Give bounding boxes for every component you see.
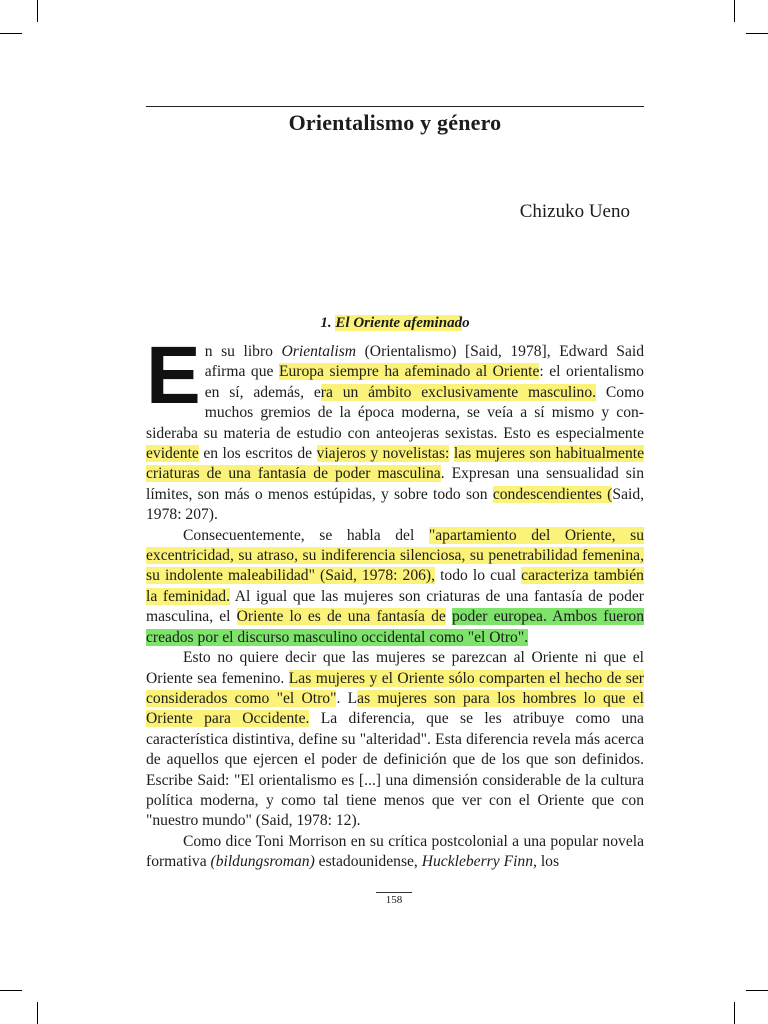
text-run: en los escritos de	[198, 445, 317, 463]
paragraph-4	[146, 832, 644, 873]
crop-mark	[37, 0, 38, 22]
text-run: los	[536, 853, 560, 871]
text-run: Said, 1978: 207).	[146, 485, 645, 524]
crop-mark	[746, 33, 768, 34]
title-rule	[146, 106, 644, 107]
author-name: Chizuko Ueno	[519, 201, 630, 222]
highlight-green: . Ambos fueron creados por el discurso masculino occidental como "el Otro".	[146, 608, 644, 646]
highlight-yellow: ra un ámbito exclusivamente masculino.	[320, 383, 597, 401]
highlight-green: poder europea	[451, 608, 543, 626]
crop-mark	[0, 33, 22, 34]
highlight-yellow: viajeros y novelistas:	[316, 445, 450, 463]
highlight-yellow: caracteriza también la feminidad.	[146, 567, 644, 605]
paragraph-3	[146, 648, 644, 832]
text-run: (Orientalismo) [Said, 1978], Edward Said afirma que	[204, 343, 645, 381]
highlight-yellow: as mujeres son para los hombres lo que el Oriente para Occidente.	[146, 689, 644, 728]
text-run: n su libro	[204, 343, 282, 360]
italic-term: (bildungsroman)	[210, 853, 315, 871]
text-run: Como muchos gremios de la época moderna, se veía a sí mismo y consideraba su materia de estudio con anteojeras sexistas. Esto es especialmente	[146, 383, 644, 442]
text-run: Consecuentemente, se habla del	[183, 526, 429, 544]
highlight-yellow: Las mujeres y el Oriente sólo comparten el hecho de ser considerados como "el Otro"	[146, 669, 644, 707]
section-heading-highlight: El Oriente afeminad	[335, 315, 463, 331]
text-run: Esto no quiere decir que las mujeres se parezcan al Oriente ni que el Oriente sea femenino.	[146, 649, 644, 687]
text-run: . Expresan una sensualidad sin límites, son más o menos estúpidas, y sobre todo son	[146, 465, 644, 503]
book-title: Huckleberry Finn,	[421, 853, 537, 871]
section-number: 1.	[320, 315, 332, 331]
article-body	[146, 330, 645, 873]
section-heading-tail: o	[462, 315, 470, 331]
drop-cap: E	[146, 330, 201, 421]
chapter-title: Orientalismo y género	[288, 110, 502, 135]
highlight-yellow: Europa siempre ha afeminado al Oriente	[278, 363, 540, 381]
highlight-yellow: condescendientes (	[492, 485, 613, 503]
text-run: estadounidense,	[314, 853, 422, 871]
crop-mark	[734, 0, 735, 22]
crop-mark	[0, 990, 22, 991]
text-run: Como dice Toni Morrison en su crítica postcolonial a una popular novela formativa	[146, 832, 644, 871]
text-run: La diferencia, que se les atribuye como una característica distintiva, define su "alteridad". Esta diferencia revela más acerca de aquellos que ejercen el poder de definición que de los que son definidos. Escribe Said: "El orientalismo es [...] una dimensión considerable de la cultura política moderna, y como tal tiene menos que ver con el Oriente que con "nuestro mundo" (Said, 1978: 12).	[146, 710, 644, 830]
paragraph-2	[146, 526, 644, 648]
crop-mark	[746, 990, 768, 991]
paragraph-1	[146, 330, 645, 526]
text-run: todo lo cual	[435, 567, 522, 585]
text-run: . L	[336, 689, 358, 707]
highlight-yellow: Oriente lo es de una fantasía de	[236, 608, 446, 626]
section-heading	[146, 315, 644, 332]
text-run: Al igual que las mujeres son criaturas de una fantasía de poder masculina, el	[146, 587, 644, 626]
book-title: Orientalism	[281, 343, 357, 360]
highlight-yellow: "apartamiento del Oriente, su excentricidad, su atraso, su indiferencia silenciosa, su penetrabilidad femenina, su indolente maleabilidad" (Said, 1978: 206),	[146, 526, 644, 585]
crop-mark	[734, 1002, 735, 1024]
highlight-yellow: las mujeres son habitualmente criaturas de una fantasía de poder masculina	[146, 445, 645, 483]
page-number: 158	[376, 892, 412, 906]
highlight-yellow: evidente	[146, 445, 199, 463]
crop-mark	[37, 1002, 38, 1024]
text-run: : el orientalismo en sí, además, e	[204, 363, 644, 401]
